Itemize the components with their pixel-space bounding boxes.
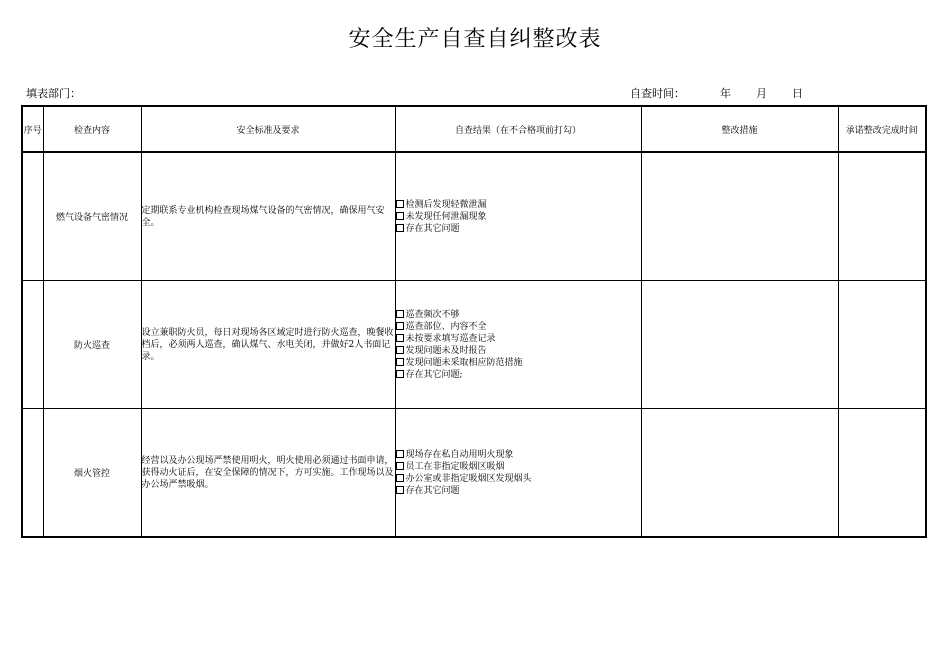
checkbox-icon bbox=[396, 310, 404, 318]
row-measures[interactable] bbox=[641, 409, 838, 538]
row-deadline[interactable] bbox=[838, 152, 926, 281]
year-label: 年 bbox=[720, 87, 731, 100]
result-option[interactable]: 检测后发现轻微泄漏 bbox=[396, 199, 641, 211]
row-item: 防火巡查 bbox=[43, 281, 141, 409]
page-title: 安全生产自查自纠整改表 bbox=[348, 27, 602, 52]
row-deadline[interactable] bbox=[838, 409, 926, 538]
inspection-table bbox=[21, 105, 927, 538]
result-option[interactable]: 员工在非指定吸烟区吸烟 bbox=[396, 461, 641, 473]
checkbox-icon bbox=[396, 346, 404, 354]
header-measures: 整改措施 bbox=[641, 106, 838, 152]
result-option[interactable]: 现场存在私自动用明火现象 bbox=[396, 449, 641, 461]
result-option[interactable]: 存在其它问题 bbox=[396, 485, 641, 497]
checkbox-icon bbox=[396, 224, 404, 232]
row-no bbox=[22, 152, 43, 281]
row-results bbox=[395, 409, 641, 538]
result-option[interactable]: 存在其它问题 bbox=[396, 223, 641, 235]
day-label: 日 bbox=[792, 87, 803, 100]
header-deadline: 承诺整改完成时间 bbox=[838, 106, 926, 152]
checkbox-icon bbox=[396, 200, 404, 208]
result-option[interactable]: 存在其它问题; bbox=[396, 369, 641, 381]
header-item: 检查内容 bbox=[43, 106, 141, 152]
result-option[interactable]: 未发现任何泄漏现象 bbox=[396, 211, 641, 223]
month-label: 月 bbox=[756, 87, 767, 100]
checkbox-icon bbox=[396, 462, 404, 470]
time-label: 自查时间： bbox=[630, 87, 685, 100]
result-option[interactable]: 发现问题未及时报告 bbox=[396, 345, 641, 357]
dept-label: 填表部门： bbox=[26, 87, 81, 100]
result-option[interactable]: 发现问题未采取相应防范措施 bbox=[396, 357, 641, 369]
checkbox-icon bbox=[396, 474, 404, 482]
row-standard: 经营以及办公现场严禁使用明火，明火使用必须通过书面申请，获得动火证后，在安全保障的情况下，方可实施。工作现场以及办公场严禁吸烟。 bbox=[141, 409, 395, 538]
result-option[interactable]: 巡查频次不够 bbox=[396, 309, 641, 321]
result-option[interactable]: 办公室或非指定吸烟区发现烟头 bbox=[396, 473, 641, 485]
header-result: 自查结果（在不合格项前打勾） bbox=[395, 106, 641, 152]
table-row bbox=[22, 281, 926, 409]
result-option[interactable]: 巡查部位、内容不全 bbox=[396, 321, 641, 333]
checkbox-icon bbox=[396, 212, 404, 220]
table-header-row bbox=[22, 106, 926, 152]
row-measures[interactable] bbox=[641, 281, 838, 409]
table-row bbox=[22, 409, 926, 538]
row-deadline[interactable] bbox=[838, 281, 926, 409]
row-results bbox=[395, 281, 641, 409]
row-no bbox=[22, 409, 43, 538]
row-standard: 定期联系专业机构检查现场煤气设备的气密情况，确保用气安全。 bbox=[141, 152, 395, 281]
row-item: 燃气设备气密情况 bbox=[43, 152, 141, 281]
check-date bbox=[630, 85, 803, 101]
row-results bbox=[395, 152, 641, 281]
checkbox-icon bbox=[396, 486, 404, 494]
table-row bbox=[22, 152, 926, 281]
result-option[interactable]: 未按要求填写巡查记录 bbox=[396, 333, 641, 345]
checkbox-icon bbox=[396, 358, 404, 366]
row-no bbox=[22, 281, 43, 409]
row-standard: 设立兼职防火员，每日对现场各区域定时进行防火巡查，晚餐收档后，必须两人巡查，确认煤气、水电关闭，并做好2人书面记录。 bbox=[141, 281, 395, 409]
checkbox-icon bbox=[396, 450, 404, 458]
row-measures[interactable] bbox=[641, 152, 838, 281]
row-item: 烟火管控 bbox=[43, 409, 141, 538]
checkbox-icon bbox=[396, 370, 404, 378]
header-no: 序号 bbox=[22, 106, 43, 152]
checkbox-icon bbox=[396, 322, 404, 330]
header-standard: 安全标准及要求 bbox=[141, 106, 395, 152]
checkbox-icon bbox=[396, 334, 404, 342]
